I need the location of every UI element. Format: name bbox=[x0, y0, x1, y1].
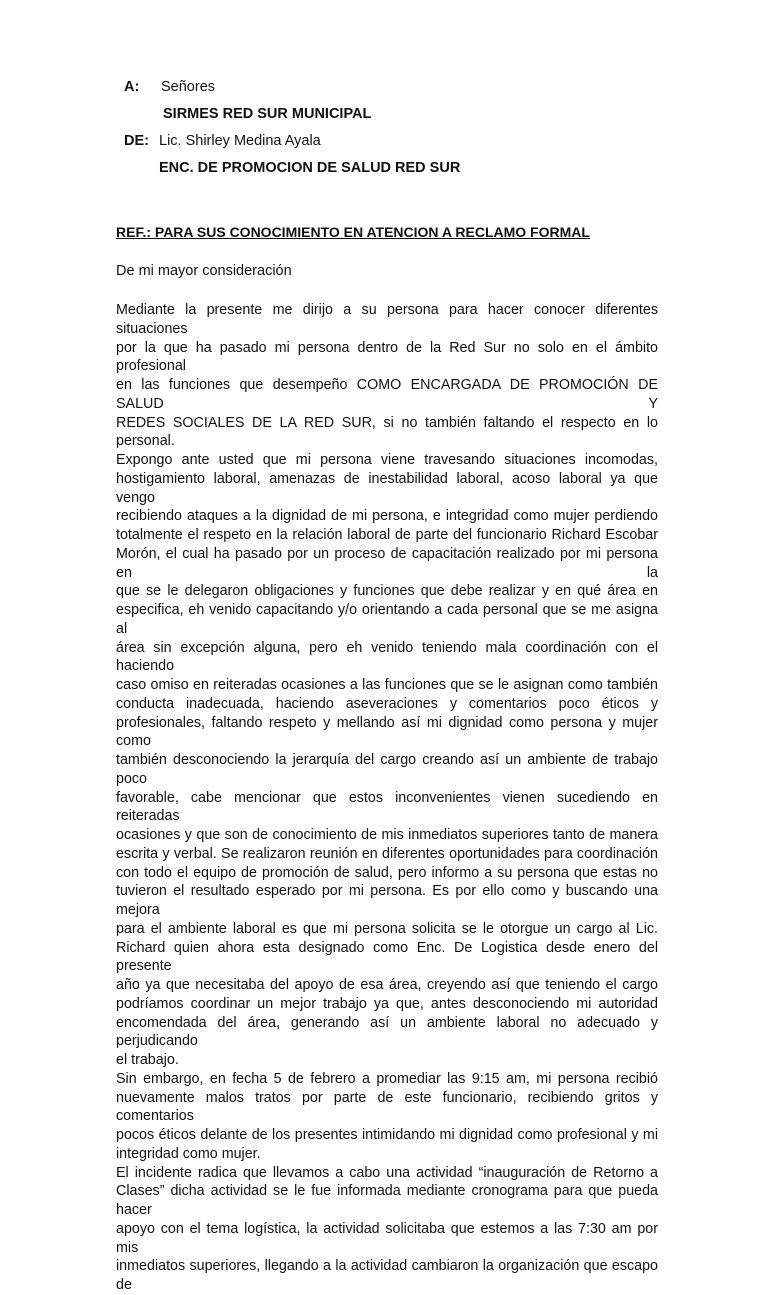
body-line: Richard quien ahora esta designado como Enc. De Logistica desde enero del presente bbox=[116, 939, 658, 975]
body-line: por la que ha pasado mi persona dentro de la Red Sur no solo en el ámbito profesional bbox=[116, 339, 658, 375]
body-line: Morón, el cual ha pasado por un proceso de capacitación realizado por mi persona en la bbox=[116, 545, 658, 581]
body-line: escrita y verbal. Se realizaron reunión en diferentes oportunidades para coordinación bbox=[116, 845, 658, 862]
body-line: Clases” dicha actividad se le fue informada mediante cronograma para que pueda hacer bbox=[116, 1183, 658, 1218]
body-line: que se le delegaron obligaciones y funciones que debe realizar y en qué área en bbox=[116, 583, 658, 600]
body-line: especifica, eh venido capacitando y/o orientando a cada personal que se me asigna al bbox=[116, 602, 658, 637]
body-line: el trabajo. bbox=[116, 1052, 179, 1068]
from-label: DE: bbox=[124, 133, 149, 149]
body-line: profesionales, faltando respeto y mellando así mi dignidad como persona y mujer como bbox=[116, 714, 658, 750]
to-label: A: bbox=[124, 79, 140, 95]
body-line: para el ambiente laboral es que mi persona solicita se le otorgue un cargo al Lic. bbox=[116, 920, 658, 937]
to-organization: SIRMES RED SUR MUNICIPAL bbox=[163, 106, 372, 122]
body-line: nuevamente malos tratos por parte de este funcionario, recibiendo gritos y comentarios bbox=[116, 1089, 658, 1125]
body-line: encomendada del área, generando así un ambiente laboral no adecuado y perjudicando bbox=[116, 1014, 658, 1050]
greeting: De mi mayor consideración bbox=[116, 263, 292, 279]
body-line: Sin embargo, en fecha 5 de febrero a promediar las 9:15 am, mi persona recibió bbox=[116, 1070, 658, 1087]
body-line: Mediante la presente me dirijo a su persona para hacer conocer diferentes situaciones bbox=[116, 302, 658, 337]
body-line: integridad como mujer. bbox=[116, 1145, 261, 1162]
body-line: podríamos coordinar un mejor trabajo ya que, antes desconociendo mi autoridad bbox=[116, 995, 658, 1012]
body-line: también desconociendo la jerarquía del cargo creando así un ambiente de trabajo poco bbox=[116, 752, 658, 787]
body-line: pocos éticos delante de los presentes intimidando mi dignidad como profesional y mi bbox=[116, 1127, 658, 1143]
body-line: conducta inadecuada, haciendo aseveraciones y comentarios poco éticos y bbox=[116, 695, 658, 712]
body-line: área sin excepción alguna, pero eh venido teniendo mala coordinación con el haciendo bbox=[116, 639, 658, 675]
body-line: año ya que necesitaba del apoyo de esa área, creyendo así que teniendo el cargo bbox=[116, 977, 658, 993]
body-line: hostigamiento laboral, amenazas de inestabilidad laboral, acoso laboral ya que vengo bbox=[116, 470, 658, 506]
body-line: ocasiones y que son de conocimiento de mis inmediatos superiores tanto de manera bbox=[116, 827, 658, 843]
body-line: caso omiso en reiteradas ocasiones a las funciones que se le asignan como también bbox=[116, 677, 658, 693]
body-line: El incidente radica que llevamos a cabo una actividad “inauguración de Retorno a bbox=[116, 1164, 658, 1181]
from-value: Lic. Shirley Medina Ayala bbox=[159, 133, 321, 149]
body-line: con todo el equipo de promoción de salud, pero informo a su persona que estas no bbox=[116, 864, 658, 881]
body-line: en las funciones que desempeño COMO ENCARGADA DE PROMOCIÓN DE SALUD Y bbox=[116, 377, 658, 412]
body-line: favorable, cabe mencionar que estos inconvenientes vienen sucediendo en reiteradas bbox=[116, 789, 658, 825]
to-value: Señores bbox=[161, 79, 216, 95]
reference-line: REF.: PARA SUS CONOCIMIENTO EN ATENCION A RECLAMO FORMAL bbox=[116, 224, 590, 240]
body-line: recibiendo ataques a la dignidad de mi persona, e integridad como mujer perdiendo bbox=[116, 508, 658, 525]
body-line: REDES SOCIALES DE LA RED SUR, si no también faltando el respecto en lo personal. bbox=[116, 414, 658, 450]
letter-body bbox=[116, 301, 658, 1295]
body-line: Expongo ante usted que mi persona viene travesando situaciones incomodas, bbox=[116, 452, 658, 468]
body-line: totalmente el respeto en la relación laboral de parte del funcionario Richard Escobar bbox=[116, 527, 658, 543]
body-line: tuvieron el resultado esperado por mi persona. Es por ello como y buscando una mejora bbox=[116, 883, 658, 918]
from-position: ENC. DE PROMOCION DE SALUD RED SUR bbox=[159, 160, 461, 176]
body-line: apoyo con el tema logística, la actividad solicitaba que estemos a las 7:30 am por mis bbox=[116, 1220, 658, 1256]
body-line: inmediatos superiores, llegando a la actividad cambiaron la organización que escapo de bbox=[116, 1258, 658, 1293]
